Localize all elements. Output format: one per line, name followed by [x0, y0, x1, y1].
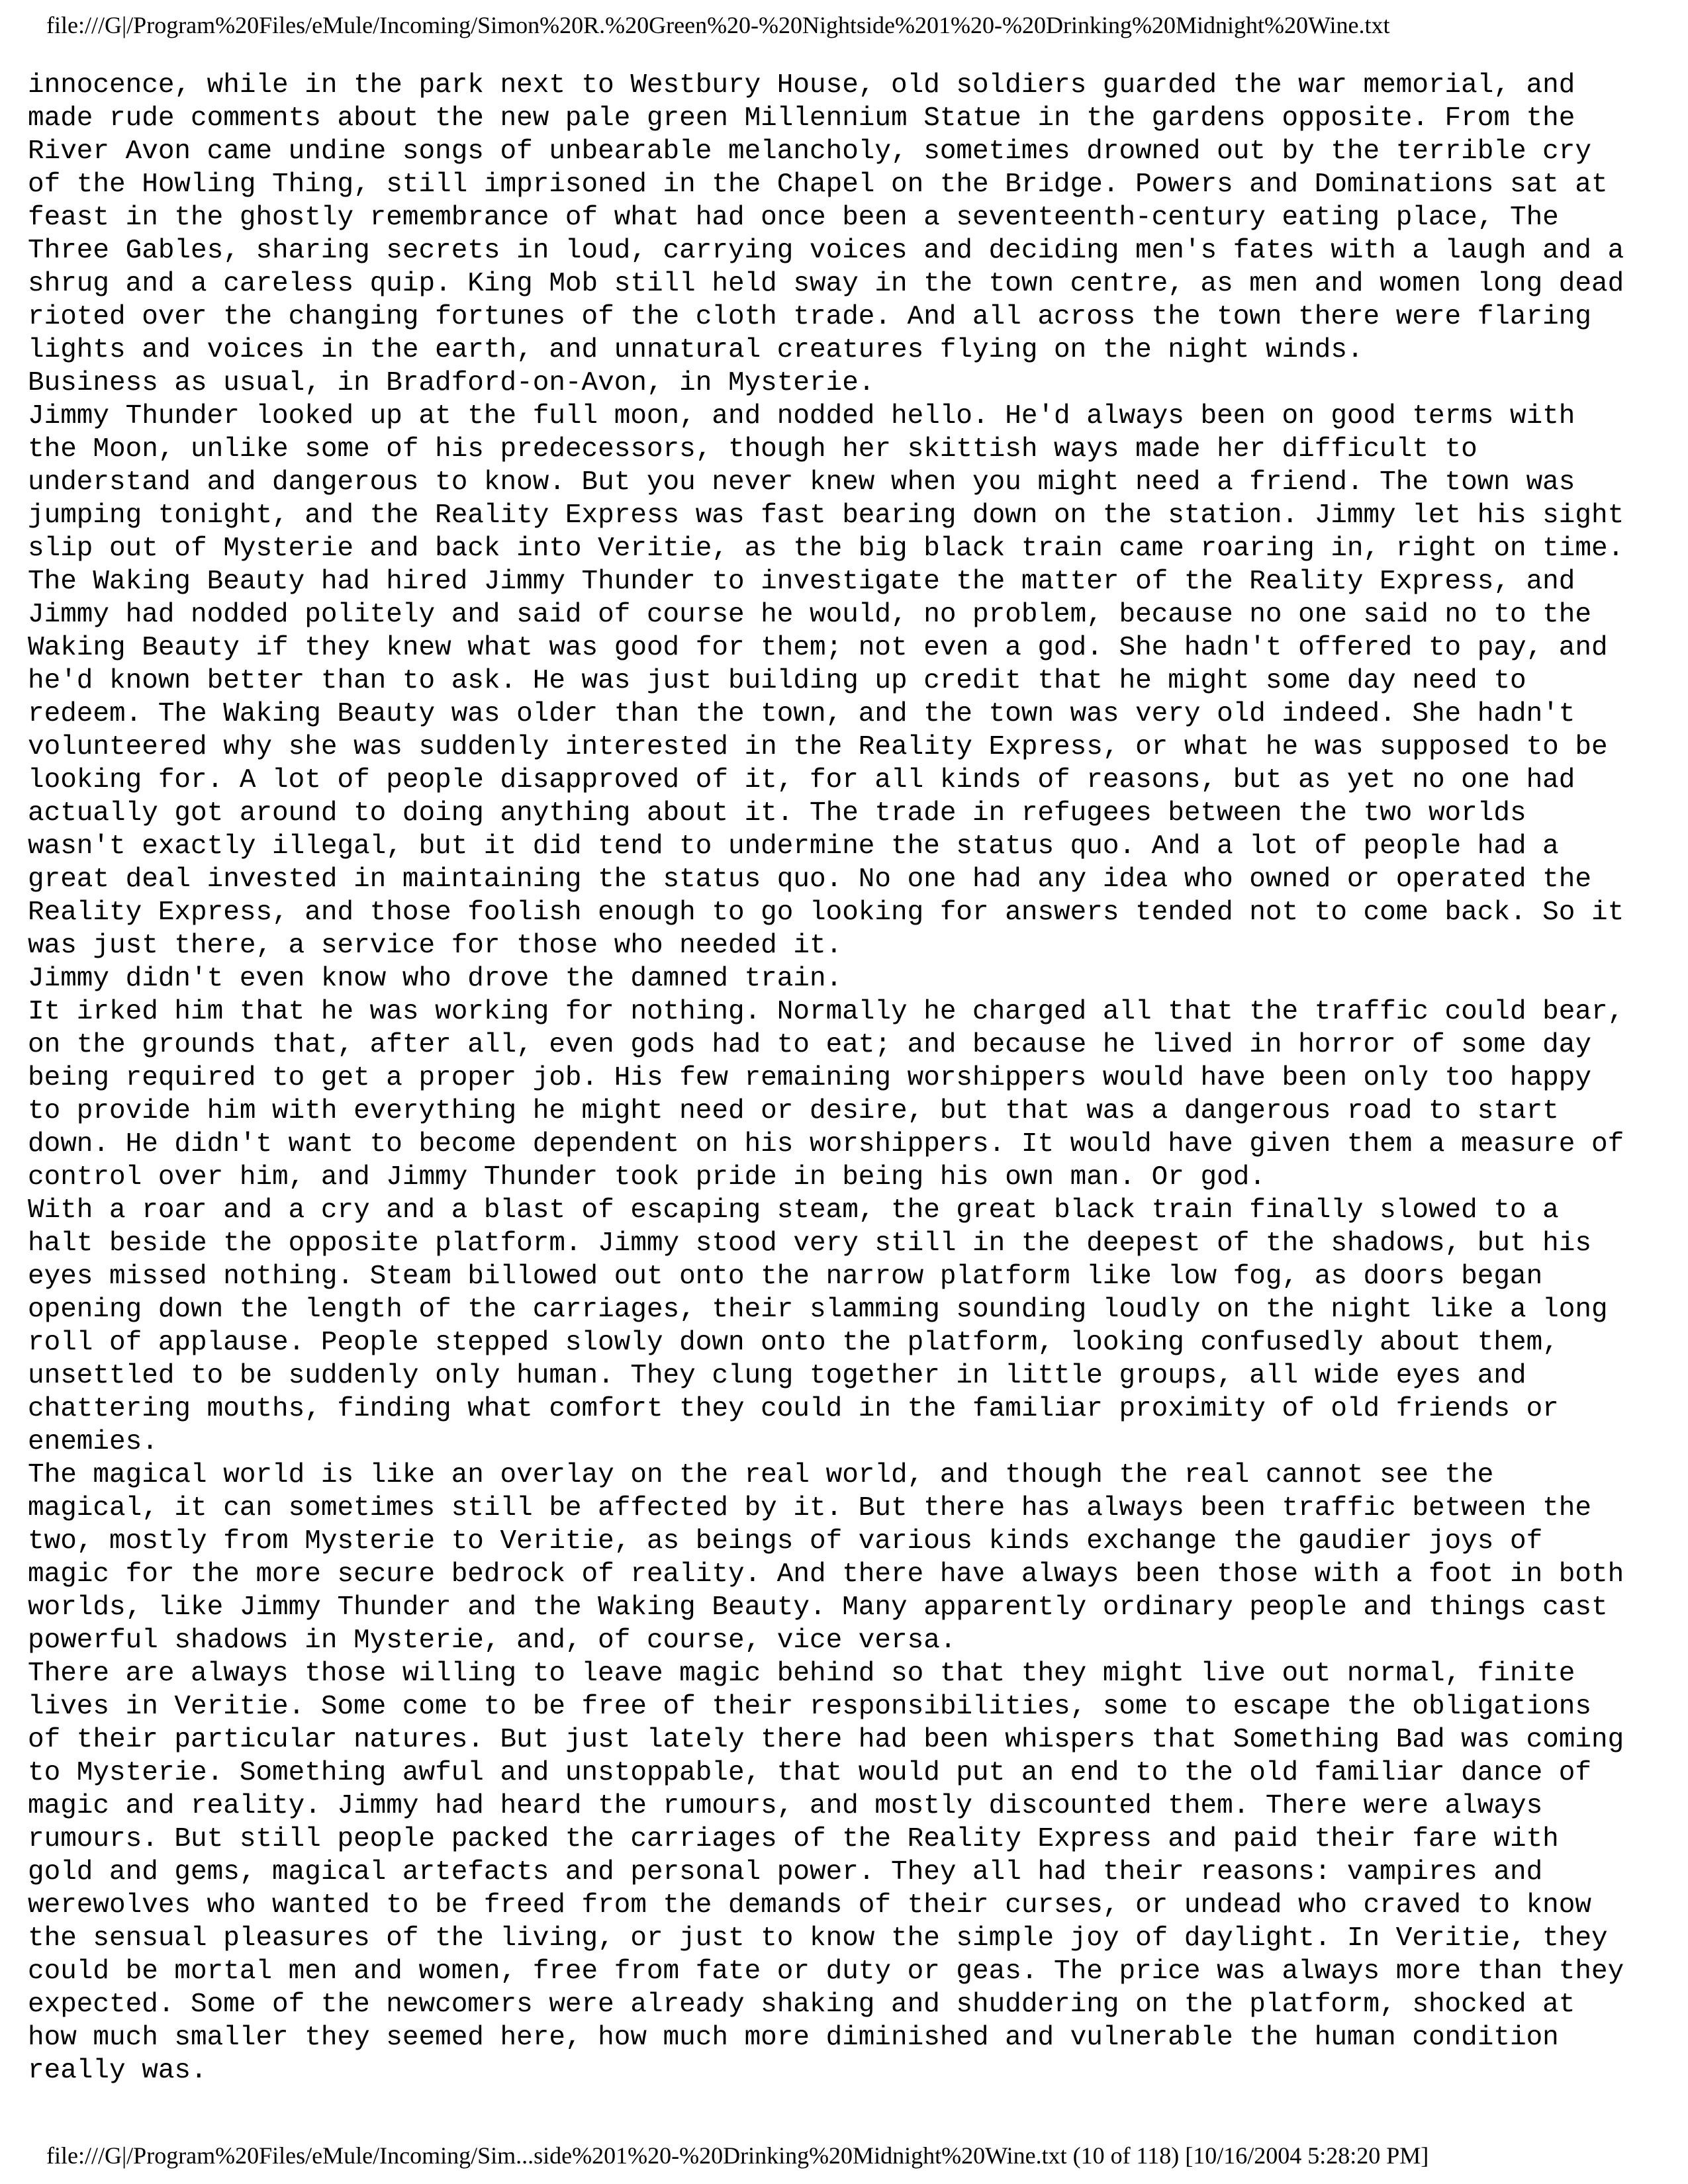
text-line: River Avon came undine songs of unbearable melancholy, sometimes drowned out by the terrible cry	[28, 136, 1591, 167]
text-line: the sensual pleasures of the living, or just to know the simple joy of daylight. In Veritie, they	[28, 1923, 1608, 1954]
text-line: redeem. The Waking Beauty was older than the town, and the town was very old indeed. She hadn't	[28, 699, 1575, 729]
text-line: to provide him with everything he might need or desire, but that was a dangerous road to start	[28, 1096, 1559, 1126]
text-line: powerful shadows in Mysterie, and, of course, vice versa.	[28, 1625, 957, 1656]
text-line: jumping tonight, and the Reality Express was fast bearing down on the station. Jimmy let his sight	[28, 500, 1624, 531]
text-line: slip out of Mysterie and back into Veritie, as the big black train came roaring in, right on time.	[28, 533, 1624, 564]
text-line: made rude comments about the new pale green Millennium Statue in the gardens opposite. From the	[28, 103, 1575, 134]
text-line: Waking Beauty if they knew what was good for them; not even a god. She hadn't offered to pay, and	[28, 633, 1608, 663]
text-line: Business as usual, in Bradford-on-Avon, in Mysterie.	[28, 368, 875, 398]
text-line: chattering mouths, finding what comfort they could in the familiar proximity of old friends or	[28, 1394, 1559, 1424]
page-footer: file:///G|/Program%20Files/eMule/Incoming/Sim...side%201%20-%20Drinking%20Midnight%20Wine.txt (10 of 118) [10/16/2004 5:28:20 PM]	[46, 2142, 1429, 2169]
text-line: magic and reality. Jimmy had heard the rumours, and mostly discounted them. There were always	[28, 1791, 1543, 1821]
text-line: great deal invested in maintaining the status quo. No one had any idea who owned or operated the	[28, 864, 1591, 895]
text-line: roll of applause. People stepped slowly down onto the platform, looking confusedly about them,	[28, 1328, 1559, 1358]
text-line: two, mostly from Mysterie to Veritie, as beings of various kinds exchange the gaudier joys of	[28, 1526, 1543, 1557]
text-line: worlds, like Jimmy Thunder and the Waking Beauty. Many apparently ordinary people and things cast	[28, 1592, 1608, 1623]
text-line: of their particular natures. But just lately there had been whispers that Something Bad was coming	[28, 1725, 1624, 1755]
text-line: Jimmy had nodded politely and said of course he would, no problem, because no one said no to the	[28, 600, 1591, 630]
text-line: shrug and a careless quip. King Mob still held sway in the town centre, as men and women long dead	[28, 269, 1624, 299]
text-line: really was.	[28, 2056, 207, 2086]
text-line: down. He didn't want to become dependent on his worshippers. It would have given them a measure of	[28, 1129, 1624, 1160]
text-line: he'd known better than to ask. He was just building up credit that he might some day need to	[28, 666, 1526, 696]
text-line: gold and gems, magical artefacts and personal power. They all had their reasons: vampires and	[28, 1857, 1543, 1888]
text-line: magical, it can sometimes still be affected by it. But there has always been traffic between the	[28, 1493, 1591, 1524]
text-line: to Mysterie. Something awful and unstoppable, that would put an end to the old familiar dance of	[28, 1758, 1591, 1788]
text-line: opening down the length of the carriages, their slamming sounding loudly on the night like a long	[28, 1295, 1608, 1325]
text-line: the Moon, unlike some of his predecessors, though her skittish ways made her difficult to	[28, 434, 1477, 465]
text-line: unsettled to be suddenly only human. They clung together in little groups, all wide eyes and	[28, 1361, 1526, 1391]
text-line: expected. Some of the newcomers were already shaking and shuddering on the platform, shocked at	[28, 1989, 1575, 2020]
text-line: The Waking Beauty had hired Jimmy Thunder to investigate the matter of the Reality Express, and	[28, 567, 1575, 597]
text-line: Jimmy Thunder looked up at the full moon, and nodded hello. He'd always been on good terms with	[28, 401, 1575, 432]
text-line: werewolves who wanted to be freed from the demands of their curses, or undead who craved to know	[28, 1890, 1591, 1921]
text-line: understand and dangerous to know. But you never knew when you might need a friend. The town was	[28, 467, 1575, 498]
text-line: wasn't exactly illegal, but it did tend to undermine the status quo. And a lot of people had a	[28, 831, 1559, 862]
text-line: could be mortal men and women, free from fate or duty or geas. The price was always more than they	[28, 1956, 1624, 1987]
text-line: was just there, a service for those who needed it.	[28, 931, 843, 961]
text-line: lights and voices in the earth, and unnatural creatures flying on the night winds.	[28, 335, 1364, 365]
text-line: eyes missed nothing. Steam billowed out onto the narrow platform like low fog, as doors began	[28, 1261, 1543, 1292]
text-line: how much smaller they seemed here, how much more diminished and vulnerable the human condition	[28, 2023, 1559, 2053]
text-line: being required to get a proper job. His few remaining worshippers would have been only too happy	[28, 1063, 1591, 1093]
text-line: innocence, while in the park next to Westbury House, old soldiers guarded the war memorial, and	[28, 70, 1575, 101]
text-line: It irked him that he was working for nothing. Normally he charged all that the traffic could bear,	[28, 997, 1624, 1027]
text-line: actually got around to doing anything about it. The trade in refugees between the two worlds	[28, 798, 1526, 829]
text-line: enemies.	[28, 1427, 158, 1457]
text-line: of the Howling Thing, still imprisoned in the Chapel on the Bridge. Powers and Dominations sat at	[28, 169, 1608, 200]
text-line: Jimmy didn't even know who drove the damned train.	[28, 964, 843, 994]
text-line: There are always those willing to leave magic behind so that they might live out normal, finite	[28, 1659, 1575, 1689]
text-line: halt beside the opposite platform. Jimmy stood very still in the deepest of the shadows, but his	[28, 1228, 1591, 1259]
text-line: Reality Express, and those foolish enough to go looking for answers tended not to come back. So it	[28, 897, 1624, 928]
text-line: Three Gables, sharing secrets in loud, carrying voices and deciding men's fates with a laugh and a	[28, 236, 1624, 266]
text-line: The magical world is like an overlay on the real world, and though the real cannot see the	[28, 1460, 1494, 1490]
text-line: on the grounds that, after all, even gods had to eat; and because he lived in horror of some day	[28, 1030, 1591, 1060]
page-header-url: file:///G|/Program%20Files/eMule/Incoming/Simon%20R.%20Green%20-%20Nightside%201%20-%20Drinking%20Midnight%20Wine.txt	[46, 12, 1390, 38]
text-line: control over him, and Jimmy Thunder took pride in being his own man. Or god.	[28, 1162, 1266, 1193]
text-line: With a roar and a cry and a blast of escaping steam, the great black train finally slowed to a	[28, 1195, 1559, 1226]
text-line: magic for the more secure bedrock of reality. And there have always been those with a foot in both	[28, 1559, 1624, 1590]
text-line: volunteered why she was suddenly interested in the Reality Express, or what he was supposed to be	[28, 732, 1608, 762]
text-line: lives in Veritie. Some come to be free of their responsibilities, some to escape the obligations	[28, 1692, 1591, 1722]
text-line: feast in the ghostly remembrance of what had once been a seventeenth-century eating place, The	[28, 203, 1559, 233]
document-body-text	[28, 69, 1663, 2087]
text-line: rumours. But still people packed the carriages of the Reality Express and paid their fare with	[28, 1824, 1559, 1854]
text-line: rioted over the changing fortunes of the cloth trade. And all across the town there were flaring	[28, 302, 1591, 332]
text-line: looking for. A lot of people disapproved of it, for all kinds of reasons, but as yet no one had	[28, 765, 1575, 796]
